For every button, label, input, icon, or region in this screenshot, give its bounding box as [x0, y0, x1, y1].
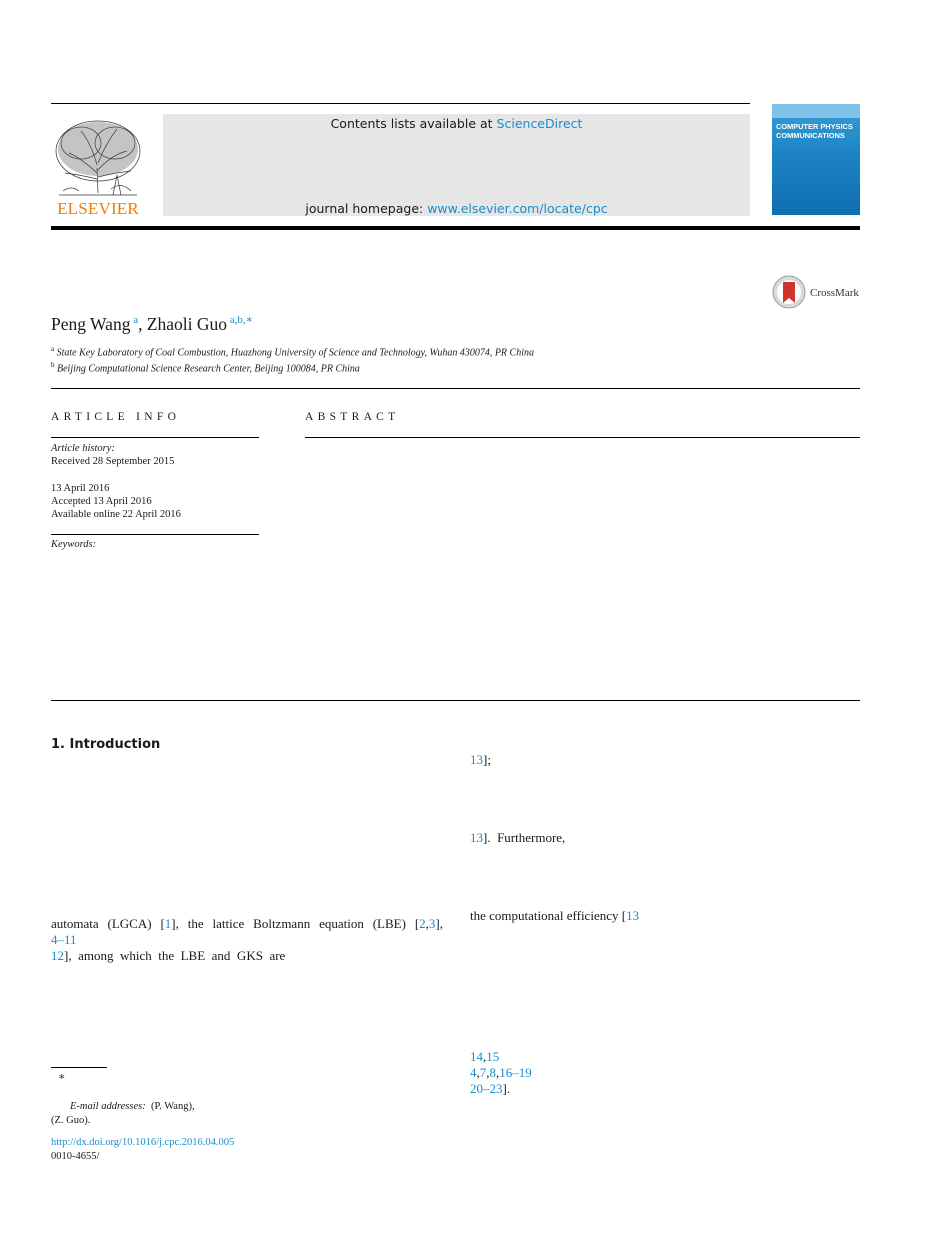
- text-fragment: ].: [502, 1081, 511, 1096]
- intro-right-line-3: [470, 908, 639, 924]
- accepted-date: Accepted 13 April 2016: [51, 496, 152, 507]
- homepage-line: [163, 201, 750, 216]
- article-info-rule: [51, 437, 259, 438]
- affiliation-marker: b: [51, 361, 55, 369]
- citation-link[interactable]: 20–23: [470, 1081, 503, 1096]
- citation-link[interactable]: 12: [51, 948, 64, 963]
- affiliation-text: Beijing Computational Science Research Center, Beijing 100084, PR China: [57, 363, 360, 375]
- email-line: [70, 1100, 195, 1113]
- intro-right-line-5: 4,7,8,16–19: [470, 1065, 532, 1080]
- text-fragment: ], the lattice Boltzmann equation (LBE) [: [171, 916, 420, 931]
- article-history-label: Article history:: [51, 443, 115, 454]
- journal-homepage-link[interactable]: www.elsevier.com/locate/cpc: [427, 201, 608, 216]
- online-date: Available online 22 April 2016: [51, 509, 181, 520]
- text-fragment: automata (LGCA) [: [51, 916, 165, 931]
- homepage-prefix: journal homepage:: [305, 201, 428, 216]
- abstract-rule: [305, 437, 860, 438]
- cover-title: COMPUTER PHYSICS COMMUNICATIONS: [776, 122, 853, 140]
- email-label: E-mail addresses:: [70, 1101, 146, 1112]
- affiliation-text: State Key Laboratory of Coal Combustion, Huazhong University of Science and Technology, Wuhan 430074, PR China: [56, 347, 534, 359]
- citation-link[interactable]: 2: [419, 916, 426, 931]
- footnote-rule: [51, 1067, 107, 1068]
- text-fragment: ]. Furthermore,: [483, 830, 566, 845]
- contents-prefix: Contents lists available at: [330, 116, 497, 131]
- citation-link[interactable]: 1: [164, 916, 172, 931]
- affiliation-mark[interactable]: a: [133, 314, 139, 326]
- text-fragment: ],: [435, 916, 443, 931]
- intro-right-line-6: [470, 1081, 510, 1097]
- crossmark-label: CrossMark: [810, 287, 859, 299]
- issn-line: 0010-4655/: [51, 1151, 100, 1162]
- article-info-top-rule: [51, 388, 860, 389]
- affiliation-mark[interactable]: a,b,∗: [229, 314, 254, 326]
- doi-link[interactable]: http://dx.doi.org/10.1016/j.cpc.2016.04.005: [51, 1137, 235, 1148]
- intro-left-line-1: automata (LGCA) [1], the lattice Boltzmann equation (LBE) [2,3],: [51, 916, 443, 931]
- citation-link[interactable]: 13: [626, 908, 640, 923]
- received-date: Received 28 September 2015: [51, 456, 175, 467]
- affiliation-a: [51, 345, 534, 358]
- citation-link[interactable]: 4–11: [51, 932, 77, 947]
- citation-link[interactable]: 4: [470, 1065, 477, 1080]
- intro-right-line-2: [470, 830, 565, 846]
- author-list: [51, 313, 253, 335]
- citation-link[interactable]: 15: [486, 1049, 500, 1064]
- text-fragment: ];: [483, 752, 491, 767]
- citation-link[interactable]: 13: [470, 830, 483, 845]
- article-info-heading: ARTICLE INFO: [51, 411, 181, 423]
- keywords-rule: [51, 534, 259, 535]
- intro-left-line-3: [51, 948, 285, 964]
- intro-right-line-4: 14,15: [470, 1049, 500, 1064]
- cover-stripe: [772, 104, 860, 118]
- footnote-star: ∗: [58, 1071, 66, 1083]
- email-tail-2: (Z. Guo).: [51, 1115, 91, 1126]
- journal-cover: [772, 104, 860, 215]
- intro-right-line-1: [470, 752, 491, 768]
- masthead-thick-rule: [51, 226, 860, 230]
- revised-date: 13 April 2016: [51, 483, 110, 494]
- crossmark-icon[interactable]: [772, 275, 806, 309]
- affiliation-marker: a: [51, 345, 55, 353]
- text-fragment: ], among which the LBE and GKS are: [64, 948, 286, 963]
- text-fragment: the computational efficiency [: [470, 908, 627, 923]
- citation-link[interactable]: 13: [470, 752, 483, 767]
- abstract-heading: ABSTRACT: [305, 411, 400, 423]
- section-heading-introduction: 1. Introduction: [51, 737, 161, 752]
- author-name: Peng Wang: [51, 313, 131, 334]
- email-tail-1: (P. Wang),: [150, 1101, 195, 1112]
- masthead-top-rule: [51, 103, 750, 104]
- sciencedirect-link[interactable]: ScienceDirect: [496, 116, 583, 131]
- citation-link[interactable]: 16–19: [499, 1065, 532, 1080]
- citation-link[interactable]: 7: [479, 1065, 487, 1080]
- citation-link[interactable]: 3: [428, 916, 436, 931]
- citation-link[interactable]: 8: [489, 1065, 496, 1080]
- contents-line: [163, 116, 750, 131]
- elsevier-wordmark: ELSEVIER: [57, 199, 139, 218]
- keywords-label: Keywords:: [51, 539, 97, 550]
- citation-link[interactable]: 14: [470, 1049, 483, 1064]
- affiliation-b: [51, 361, 360, 374]
- author-name: Zhaoli Guo: [146, 313, 228, 334]
- front-matter-bottom-rule: [51, 700, 860, 701]
- author-separator: ,: [138, 313, 147, 334]
